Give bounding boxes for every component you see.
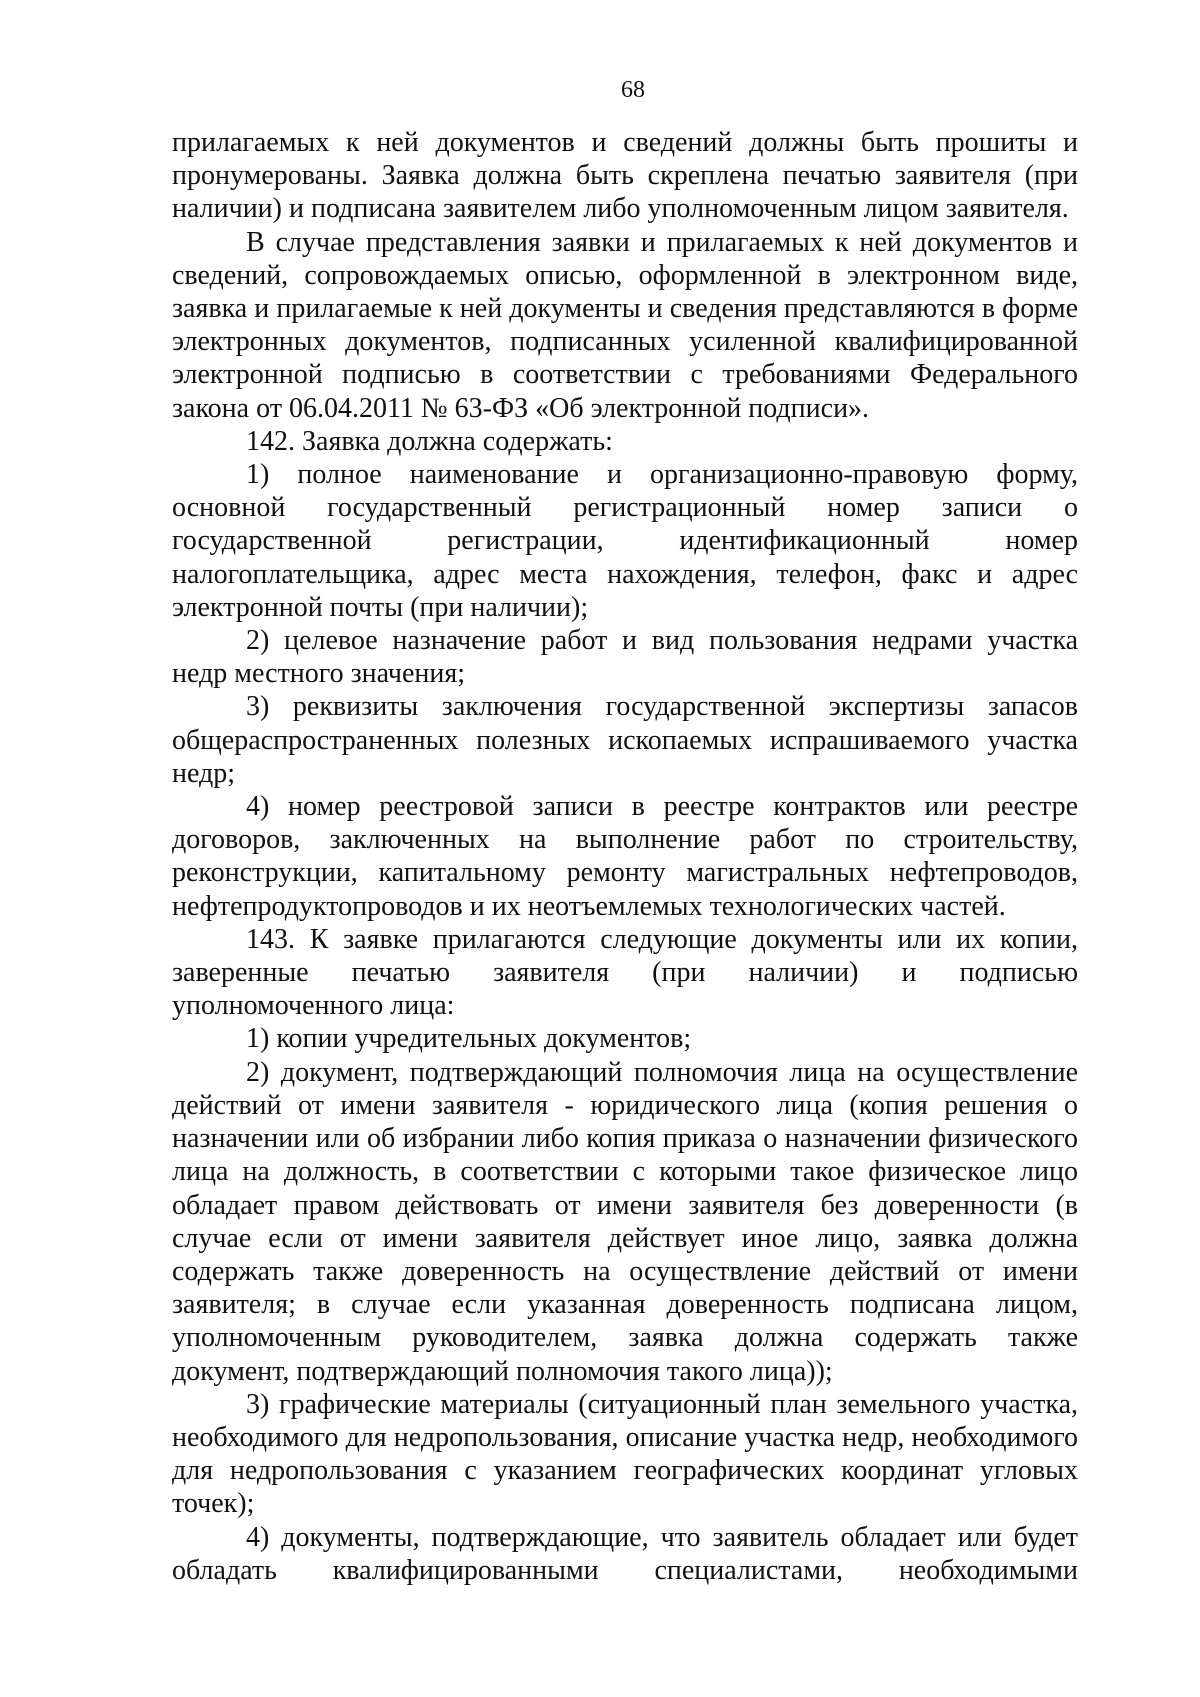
page-number: 68: [621, 77, 645, 103]
paragraph-electronic-submission: В случае представления заявки и прилагаемых к ней документов и сведений, сопровождаемых описью, оформленной в электронном виде, заявка и прилагаемые к ней документы и сведения представляются в форме электронных документов, подписанных усиленной квалифицированной электронной подписью в соответствии с требованиями Федерального закона от 06.04.2011 № 63-ФЗ «Об электронной подписи».: [172, 226, 1078, 424]
paragraph-142-heading: 142. Заявка должна содержать:: [246, 425, 613, 457]
paragraph-142-item-2: 2) целевое назначение работ и вид пользования недрами участка недр местного значения;: [172, 625, 1078, 690]
paragraph-143-item-2: 2) документ, подтверждающий полномочия лица на осуществление действий от имени заявителя - юридического лица (копия решения о назначении или об избрании либо копия приказа о назначении физического лица на должность, в соответствии с которыми такое физическое лицо обладает правом действовать от имени заявителя без доверенности (в случае если от имени заявителя действует иное лицо, заявка должна содержать также доверенность на осуществление действий от имени заявителя; в случае если указанная доверенность подписана лицом, уполномоченным руководителем, заявка должна содержать также документ, подтверждающий полномочия такого лица));: [172, 1056, 1078, 1387]
paragraph-142-item-1: 1) полное наименование и организационно-правовую форму, основной государственный регистрационный номер записи о государственной регистрации, идентификационный номер налогоплательщика, адрес места нахождения, телефон, факс и адрес электронной почты (при наличии);: [172, 459, 1078, 623]
document-body: [172, 126, 1078, 1587]
document-page: [172, 70, 1078, 1587]
paragraph-143-item-4: 4) документы, подтверждающие, что заявитель обладает или будет обладать квалифицированными специалистами, необходимыми: [172, 1521, 1078, 1586]
paragraph-143-heading: 143. К заявке прилагаются следующие документы или их копии, заверенные печатью заявителя (при наличии) и подписью уполномоченного лица:: [172, 923, 1078, 1022]
paragraph-143-item-1: 1) копии учредительных документов;: [246, 1023, 692, 1055]
paragraph-continuation: прилагаемых к ней документов и сведений должны быть прошиты и пронумерованы. Заявка должна быть скреплена печатью заявителя (при наличии) и подписана заявителем либо уполномоченным лицом заявителя.: [172, 127, 1078, 225]
paragraph-143-item-3: 3) графические материалы (ситуационный план земельного участка, необходимого для недропользования, описание участка недр, необходимого для недропользования с указанием географических координат угловых точек);: [172, 1388, 1078, 1520]
paragraph-142-item-3: 3) реквизиты заключения государственной экспертизы запасов общераспространенных полезных ископаемых испрашиваемого участка недр;: [172, 691, 1078, 789]
paragraph-142-item-4: 4) номер реестровой записи в реестре контрактов или реестре договоров, заключенных на выполнение работ по строительству, реконструкции, капитальному ремонту магистральных нефтепроводов, нефтепродуктопроводов и их неотъемлемых технологических частей.: [172, 791, 1078, 922]
